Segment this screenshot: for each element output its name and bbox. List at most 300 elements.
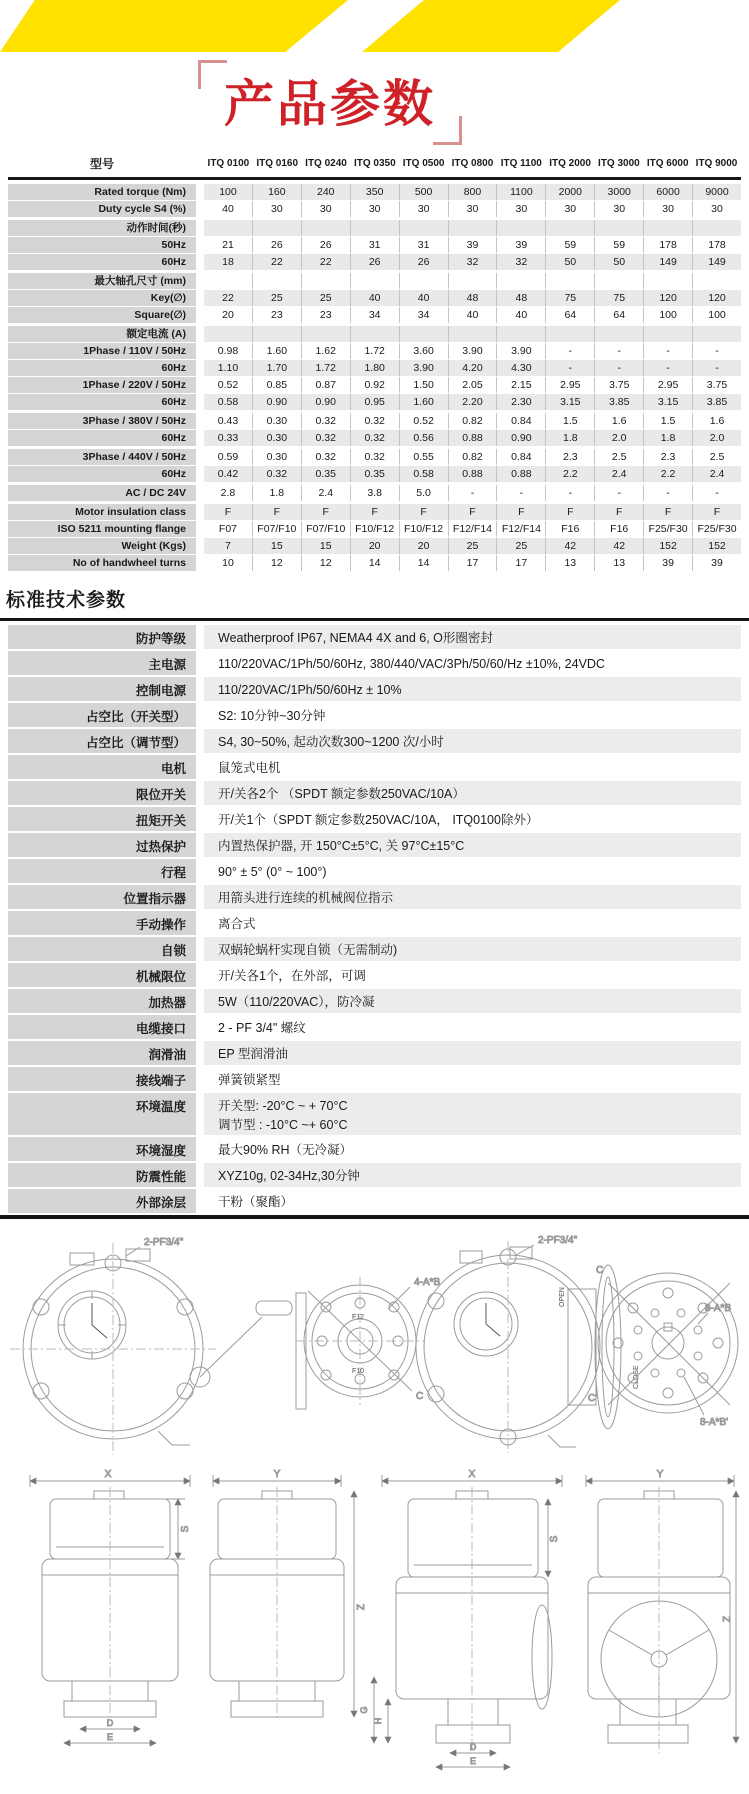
spec-value: 178 (692, 237, 741, 253)
spec-value: 30 (350, 201, 399, 217)
spec-value: - (692, 343, 741, 359)
spec-value: 3000 (594, 184, 643, 200)
param-value (204, 807, 741, 831)
spec-value: 0.85 (252, 377, 301, 393)
spec-value (692, 273, 741, 289)
spec-value: 12 (252, 555, 301, 571)
spec-value: 0.35 (301, 466, 350, 482)
spec-row (8, 394, 741, 410)
param-value (204, 1041, 741, 1065)
spec-value: 25 (448, 538, 497, 554)
yellow-stripe (0, 0, 348, 52)
spec-value: 0.32 (350, 430, 399, 446)
spec-value: 2.15 (496, 377, 545, 393)
param-value-line: 5W（110/220VAC），防冷凝 (218, 994, 375, 1009)
param-value (204, 963, 741, 987)
spec-value: 149 (643, 254, 692, 270)
spec-row-values (204, 237, 741, 253)
spec-value: 64 (545, 307, 594, 323)
spec-value: 20 (222, 308, 234, 321)
spec-value (643, 273, 692, 289)
spec-value: 100 (204, 184, 252, 200)
spec-row (8, 184, 741, 200)
model-header: ITQ 0500 (402, 158, 445, 169)
spec-value: F07 (218, 522, 237, 535)
spec-value (496, 220, 545, 236)
spec-value: 50 (545, 254, 594, 270)
dim-h-label: H (373, 1717, 383, 1724)
spec-value: 25 (252, 290, 301, 306)
spec-value: 59 (594, 237, 643, 253)
param-value (204, 755, 741, 779)
param-value-line: 双蜗轮蜗杆实现自锁（无需制动) (218, 942, 398, 957)
spec-value: 15 (252, 538, 301, 554)
model-header: ITQ 2000 (549, 158, 591, 169)
divider (0, 618, 749, 621)
spec-value: 0.33 (204, 430, 252, 446)
spec-value: 40 (399, 290, 448, 306)
spec-row (8, 555, 741, 571)
param-value-line: S2: 10分钟~30分钟 (218, 708, 326, 723)
drawing-actuator-top-view-small (10, 1237, 306, 1455)
param-value-line: 鼠笼式电机 (218, 760, 281, 775)
spec-value: 0.32 (301, 430, 350, 446)
spec-value (204, 273, 252, 289)
spec-value: 0.30 (252, 430, 301, 446)
spec-value: 30 (545, 201, 594, 217)
spec-value: 500 (399, 184, 448, 200)
dim-z-label: Z (722, 1615, 733, 1622)
spec-value: 32 (496, 254, 545, 270)
spec-value: 30 (301, 201, 350, 217)
param-value-line: 干粉（聚酯） (218, 1194, 294, 1209)
spec-value: F12/F14 (448, 521, 497, 537)
spec-value (252, 326, 301, 342)
param-value-line: 开关型: -20°C ~ + 70°C (218, 1098, 348, 1113)
spec-value: 0.30 (252, 413, 301, 429)
param-label: 位置指示器 (8, 885, 196, 909)
spec-row-label: 3Phase / 380V / 50Hz (8, 413, 196, 429)
spec-group-label: 额定电流 (A) (8, 326, 196, 342)
spec-value: 0.52 (217, 378, 239, 391)
spec-value: 5.0 (399, 485, 448, 501)
spec-value: 31 (399, 237, 448, 253)
spec-value: 39 (496, 237, 545, 253)
spec-value: 1.62 (301, 343, 350, 359)
param-value-line: 开/关各2个 （SPDT 额定参数250VAC/10A） (218, 786, 465, 801)
spec-value (545, 326, 594, 342)
spec-value: 1.60 (399, 394, 448, 410)
spec-value: 1.72 (301, 360, 350, 376)
spec-value: 23 (252, 307, 301, 323)
spec-value (252, 220, 301, 236)
spec-value: 2.3 (545, 449, 594, 465)
spec-row-values (204, 485, 741, 501)
spec-value: 30 (252, 201, 301, 217)
param-row (8, 963, 741, 987)
spec-row-values (204, 184, 741, 200)
spec-value: 40 (350, 290, 399, 306)
spec-value: 1.6 (692, 413, 741, 429)
spec-value: 13 (594, 555, 643, 571)
param-row (8, 781, 741, 805)
spec-value (350, 220, 399, 236)
spec-value: 0.35 (350, 466, 399, 482)
spec-value: - (594, 360, 643, 376)
param-value-line: 2 - PF 3/4" 螺纹 (218, 1020, 306, 1035)
model-header: ITQ 1100 (500, 158, 542, 169)
spec-row-label: No of handwheel turns (8, 555, 196, 571)
spec-value: 3.90 (399, 360, 448, 376)
spec-value: 30 (643, 201, 692, 217)
spec-value: 120 (643, 290, 692, 306)
spec-value: 2.4 (301, 485, 350, 501)
spec-value: 1.5 (643, 413, 692, 429)
spec-row-values (204, 290, 741, 306)
spec-value: 48 (448, 290, 497, 306)
spec-value: F (301, 504, 350, 520)
spec-row-label: 60Hz (8, 394, 196, 410)
spec-value: 9000 (692, 184, 741, 200)
spec-value: 2.8 (220, 486, 236, 499)
spec-row (8, 343, 741, 359)
spec-value: - (545, 485, 594, 501)
diameter-label: C (416, 1390, 424, 1402)
spec-value (301, 220, 350, 236)
param-value (204, 1067, 741, 1091)
spec-value: F10/F12 (399, 521, 448, 537)
spec-value: 0.88 (448, 430, 497, 446)
spec-value: 0.87 (301, 377, 350, 393)
spec-value: F (350, 504, 399, 520)
spec-value: - (692, 360, 741, 376)
spec-value: 40 (222, 202, 234, 215)
param-value-line: 开/关各1个，在外部，可调 (218, 968, 366, 983)
spec-value: 0.32 (350, 449, 399, 465)
section-title: 标准技术参数 (6, 589, 127, 611)
spec-value: 0.88 (496, 466, 545, 482)
spec-row-label: Duty cycle S4 (%) (8, 201, 196, 217)
spec-row (8, 430, 741, 446)
param-row (8, 885, 741, 909)
spec-value (350, 326, 399, 342)
spec-row-values (204, 413, 741, 429)
spec-value: 2.95 (643, 377, 692, 393)
spec-row-values (204, 201, 741, 217)
spec-row-values (204, 555, 741, 571)
spec-row-values (204, 254, 741, 270)
spec-value (399, 220, 448, 236)
param-label: 过热保护 (8, 833, 196, 857)
spec-value (301, 273, 350, 289)
spec-value: 1.8 (252, 485, 301, 501)
spec-value (496, 326, 545, 342)
spec-value: 39 (692, 555, 741, 571)
spec-value: 3.85 (594, 394, 643, 410)
spec-group-label: 动作时间(秒) (8, 220, 196, 236)
spec-value (545, 220, 594, 236)
drawing-elevation-large-front (359, 1469, 562, 1767)
spec-value (204, 326, 252, 342)
spec-value: 22 (204, 290, 252, 306)
spec-value: 0.32 (252, 466, 301, 482)
spec-value: 30 (496, 201, 545, 217)
spec-value: 22 (301, 254, 350, 270)
spec-value: 17 (496, 555, 545, 571)
spec-row-label: ISO 5211 mounting flange (8, 521, 196, 537)
param-value-line: 开/关1个（SPDT 额定参数250VAC/10A， ITQ0100除外） (218, 812, 539, 827)
spec-value (204, 220, 252, 236)
param-row (8, 755, 741, 779)
spec-value: - (594, 485, 643, 501)
dim-x-label: X (104, 1468, 112, 1480)
param-value-line: 离合式 (218, 916, 256, 931)
spec-value: 10 (222, 556, 234, 569)
param-value (204, 1163, 741, 1187)
param-value-line: 90° ± 5° (0° ~ 100°) (218, 864, 327, 879)
spec-value: 1100 (496, 184, 545, 200)
spec-value: 30 (399, 201, 448, 217)
param-value-line: 110/220VAC/1Ph/50/60Hz ± 10% (218, 682, 402, 697)
param-value (204, 1189, 741, 1213)
spec-value: 18 (204, 254, 252, 270)
spec-value: 2000 (545, 184, 594, 200)
spec-value: 0.84 (496, 413, 545, 429)
spec-value: 20 (350, 538, 399, 554)
spec-row-label: 1Phase / 220V / 50Hz (8, 377, 196, 393)
spec-value: - (643, 360, 692, 376)
spec-value: F (545, 504, 594, 520)
spec-value: F07/F10 (301, 521, 350, 537)
drawing-elevation-large-side (586, 1469, 736, 1753)
spec-row-values (204, 326, 741, 342)
spec-row-values (204, 360, 741, 376)
spec-value (448, 273, 497, 289)
spec-value: F (692, 504, 741, 520)
spec-row (8, 201, 741, 217)
spec-value: 0.32 (301, 449, 350, 465)
bolt-pattern-label: 8-A*B (705, 1302, 732, 1314)
spec-value: 2.5 (594, 449, 643, 465)
spec-value: 1.72 (350, 343, 399, 359)
spec-value (350, 273, 399, 289)
spec-row-label: 60Hz (8, 254, 196, 270)
decorative-banner (0, 0, 749, 52)
model-header: ITQ 6000 (646, 158, 689, 169)
param-label: 环境湿度 (8, 1137, 196, 1161)
param-label: 机械限位 (8, 963, 196, 987)
spec-value (692, 220, 741, 236)
corner-bracket-icon (198, 60, 227, 89)
dimension-drawings (8, 1229, 741, 1789)
spec-value: 39 (643, 555, 692, 571)
spec-value: 240 (301, 184, 350, 200)
spec-value: 13 (545, 555, 594, 571)
spec-value: 40 (448, 307, 497, 323)
spec-row-label: 1Phase / 110V / 50Hz (8, 343, 196, 359)
spec-value: F16 (545, 521, 594, 537)
spec-value: F12/F14 (496, 521, 545, 537)
spec-value: 100 (692, 307, 741, 323)
param-value-line: 内置热保护器, 开 150°C±5°C, 关 97°C±15°C (218, 838, 465, 853)
spec-value: 800 (448, 184, 497, 200)
spec-value (545, 273, 594, 289)
param-label: 电机 (8, 755, 196, 779)
spec-value: 2.2 (643, 466, 692, 482)
model-header: ITQ 0240 (305, 158, 347, 169)
spec-value: F (594, 504, 643, 520)
spec-row (8, 538, 741, 554)
spec-value: 12 (301, 555, 350, 571)
spec-value: 1.50 (399, 377, 448, 393)
spec-value: 0.98 (217, 344, 239, 357)
spec-value: 3.85 (692, 394, 741, 410)
spec-row-label: AC / DC 24V (8, 485, 196, 501)
spec-value: 31 (350, 237, 399, 253)
spec-row (8, 377, 741, 393)
spec-value: F (399, 504, 448, 520)
spec-value: 7 (204, 538, 252, 554)
dim-z-label: Z (356, 1603, 367, 1610)
spec-row-label: 60Hz (8, 466, 196, 482)
param-label: 防震性能 (8, 1163, 196, 1187)
spec-row (8, 521, 741, 537)
spec-value: 20 (399, 538, 448, 554)
spec-value: 0.58 (204, 394, 252, 410)
param-row (8, 703, 741, 727)
spec-value: 3.75 (594, 377, 643, 393)
param-value-line: S4, 30~50%, 起动次数300~1200 次/小时 (218, 734, 444, 749)
spec-value: 0.92 (350, 377, 399, 393)
spec-value: - (448, 485, 497, 501)
spec-value: 1.8 (643, 430, 692, 446)
param-label: 占空比（开关型） (8, 703, 196, 727)
spec-value: F07/F10 (252, 521, 301, 537)
param-value-line: XYZ10g, 02-34Hz,30分钟 (218, 1168, 360, 1183)
param-value (204, 729, 741, 753)
spec-value (448, 326, 497, 342)
spec-value: 1.80 (350, 360, 399, 376)
spec-table (8, 153, 741, 571)
dim-y-label: Y (656, 1468, 664, 1480)
spec-value: 0.88 (448, 466, 497, 482)
model-header: ITQ 0100 (207, 158, 250, 169)
param-row (8, 859, 741, 883)
spec-value (643, 326, 692, 342)
param-label: 手动操作 (8, 911, 196, 935)
param-value-line: 弹簧锁紧型 (218, 1072, 281, 1087)
param-row (8, 807, 741, 831)
spec-value: 64 (594, 307, 643, 323)
param-row (8, 625, 741, 649)
param-label: 接线端子 (8, 1067, 196, 1091)
spec-value: 100 (643, 307, 692, 323)
spec-value: 2.20 (448, 394, 497, 410)
spec-value: 26 (301, 237, 350, 253)
spec-value: 120 (692, 290, 741, 306)
spec-value: 14 (350, 555, 399, 571)
spec-value: 0.42 (204, 466, 252, 482)
spec-row-values (204, 538, 741, 554)
param-value (204, 937, 741, 961)
spec-row-values (204, 377, 741, 393)
spec-value: F25/F30 (643, 521, 692, 537)
open-label: OPEN (559, 1286, 566, 1307)
spec-value: 17 (448, 555, 497, 571)
param-label: 限位开关 (8, 781, 196, 805)
spec-value: - (496, 485, 545, 501)
spec-value: 14 (399, 555, 448, 571)
spec-value: F (496, 504, 545, 520)
drawing-elevation-small-front (30, 1469, 191, 1743)
spec-value: 0.59 (217, 450, 239, 463)
spec-value: 1.60 (252, 343, 301, 359)
param-row (8, 833, 741, 857)
spec-row (8, 485, 741, 501)
spec-row-label: 50Hz (8, 237, 196, 253)
spec-row-label: 60Hz (8, 360, 196, 376)
param-value (204, 885, 741, 909)
spec-table-header (8, 153, 741, 180)
spec-value: 26 (399, 254, 448, 270)
param-value (204, 1093, 741, 1135)
param-value (204, 781, 741, 805)
spec-value: 4.20 (448, 360, 497, 376)
spec-value: 3.75 (692, 377, 741, 393)
param-label: 行程 (8, 859, 196, 883)
spec-value (399, 273, 448, 289)
param-row (8, 1137, 741, 1161)
spec-value: F10/F12 (350, 521, 399, 537)
spec-row-label: Weight (Kgs) (8, 538, 196, 554)
bolt-pattern-label: 8-A*B' (700, 1416, 729, 1428)
param-row (8, 651, 741, 675)
spec-value (301, 326, 350, 342)
param-value (204, 1015, 741, 1039)
param-value-line: 最大90% RH（无冷凝） (218, 1142, 353, 1157)
spec-value: 3.60 (399, 343, 448, 359)
model-header: ITQ 0800 (451, 158, 494, 169)
param-label: 加热器 (8, 989, 196, 1013)
spec-value: 22 (252, 254, 301, 270)
spec-row (8, 449, 741, 465)
spec-value: 0.30 (252, 449, 301, 465)
param-row (8, 729, 741, 753)
drawing-flange-4hole (296, 1277, 440, 1405)
spec-value: - (643, 343, 692, 359)
spec-value: 0.55 (399, 449, 448, 465)
spec-row-values (204, 449, 741, 465)
spec-value: 0.90 (496, 430, 545, 446)
spec-row-values (204, 220, 741, 236)
spec-value: 3.90 (496, 343, 545, 359)
param-label: 占空比（调节型） (8, 729, 196, 753)
spec-value: 0.43 (217, 414, 239, 427)
spec-value: 30 (448, 201, 497, 217)
param-label: 环境温度 (8, 1093, 196, 1135)
param-value-line: EP 型润滑油 (218, 1046, 288, 1061)
spec-value: 152 (643, 538, 692, 554)
spec-row (8, 307, 741, 323)
spec-row-label: Rated torque (Nm) (8, 184, 196, 200)
spec-row-values (204, 504, 741, 520)
corner-bracket-icon (433, 116, 462, 145)
spec-value: 4.30 (496, 360, 545, 376)
param-value (204, 859, 741, 883)
drawing-flange-8hole (588, 1265, 738, 1428)
spec-row-values (204, 343, 741, 359)
spec-value: 1.70 (252, 360, 301, 376)
